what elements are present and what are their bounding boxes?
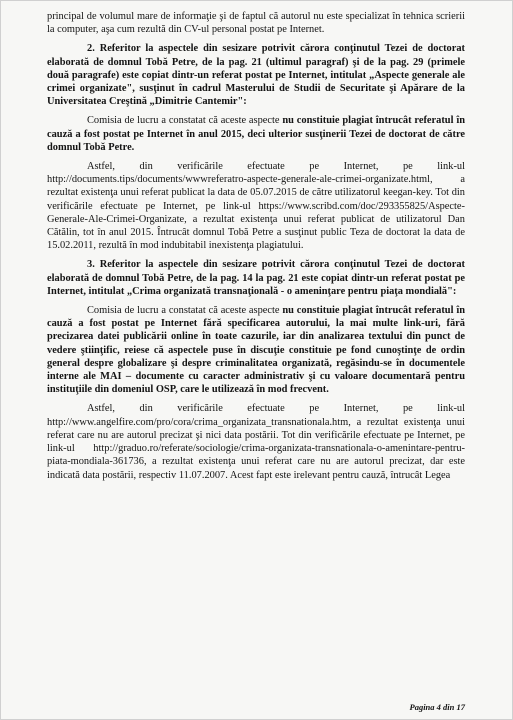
section-3-finding: [47, 304, 465, 396]
section-2-finding-intro: Comisia de lucru a constatat că aceste aspecte: [87, 115, 283, 127]
document-body: [47, 10, 465, 488]
section-2-finding-conclusion: nu constituie plagiat întrucât referatul în cauză a fost postat pe Internet în anul 2015, deci ulterior susţinerii Tezei de doctorat de către domnul Tobă Petre.: [47, 115, 465, 153]
section-2-verification: Astfel, din verificările efectuate pe Internet, pe link-ul http://documents.tips/documents/wwwreferatro-aspecte-generale-ale-crimei-organizate.html, a rezultat existenţa unui referat publicat la data de 05.07.2015 de către utilizatorul keegan-key. Tot din verificările efectuate pe Internet, pe link-ul https://www.scribd.com/doc/293355825/Aspecte-Generale-Ale-Crimei-Organizate, a rezultat existenţa unui referat publicat de utilizatorul Dan Cătălin, tot în anul 2015. Întrucât domnul Tobă Petre a susţinut public Teza de doctorat la data de 15.02.2011, rezultă în mod indubitabil inexistenţa plagiatului.: [47, 161, 465, 252]
section-3-verification: Astfel, din verificările efectuate pe Internet, pe link-ul http://www.angelfire.com/pro/cora/crima_organizata_transnationala.htm, a rezultat existenţa unui referat care nu are autorul precizat şi nici data postării. Tot din verificările efectuate pe Internet, pe link-ul http://graduo.ro/referate/sociologie/crima-organizata-transnationala-o-amenintare-pentru-piata-mondiala-361736, a rezultat existenţa unui referat care nu are autorul precizat, dar este indicată data postării, respectiv 11.07.2007. Acest fapt este irelevant pentru cauză, întrucât Legea: [47, 403, 465, 481]
section-2-finding: [47, 114, 465, 154]
continued-paragraph: principal de volumul mare de informaţie şi de faptul că autorul nu este specializat în tehnica scrierii la computer, aşa cum rezultă din CV-ul personal postat pe Internet.: [47, 11, 465, 36]
section-3-finding-intro: Comisia de lucru a constatat că aceste aspecte: [87, 305, 283, 317]
section-3-finding-conclusion: nu constituie plagiat întrucât referatul în cauză a fost postat pe Internet fără specificarea autorului, la mai multe link-uri, fără precizarea datei publicării online în toate cazurile, iar din analizarea textului din punct de vedere ştiinţific, reiese că aspectele puse în discuţie constituie pe fond cunoştinţe de ordin general despre globalizare şi despre criminalitatea organizată, regăsindu-se în documentele interne ale MAI – documente cu caracter administrativ şi cu valoare documentară pentru instituţiile din domeniul OSP, care le utilizează în mod frecvent.: [47, 305, 465, 396]
page-number-footer: Pagina 4 din 17: [409, 702, 465, 712]
section-3-heading: 3. Referitor la aspectele din sesizare potrivit cărora conţinutul Tezei de doctorat elaborată de domnul Tobă Petre, de la pag. 14 la pag. 21 este copiat dintr-un referat postat pe Internet, intitulat „Crima organizată transnaţională - o ameninţare pentru piaţa mondială":: [47, 259, 465, 297]
section-2-heading: 2. Referitor la aspectele din sesizare potrivit cărora conţinutul Tezei de doctorat elaborată de domnul Tobă Petre, de la pag. 21 (ultimul paragraf) şi de la pag. 29 (primele două paragrafe) este copiat dintr-un referat postat pe Internet, intitulat „Aspecte generale ale crimei organizate", susţinut în cadrul Masterului de Studii de Securitate şi Apărare de la Universitatea Creştină „Dimitrie Cantemir":: [47, 43, 465, 108]
